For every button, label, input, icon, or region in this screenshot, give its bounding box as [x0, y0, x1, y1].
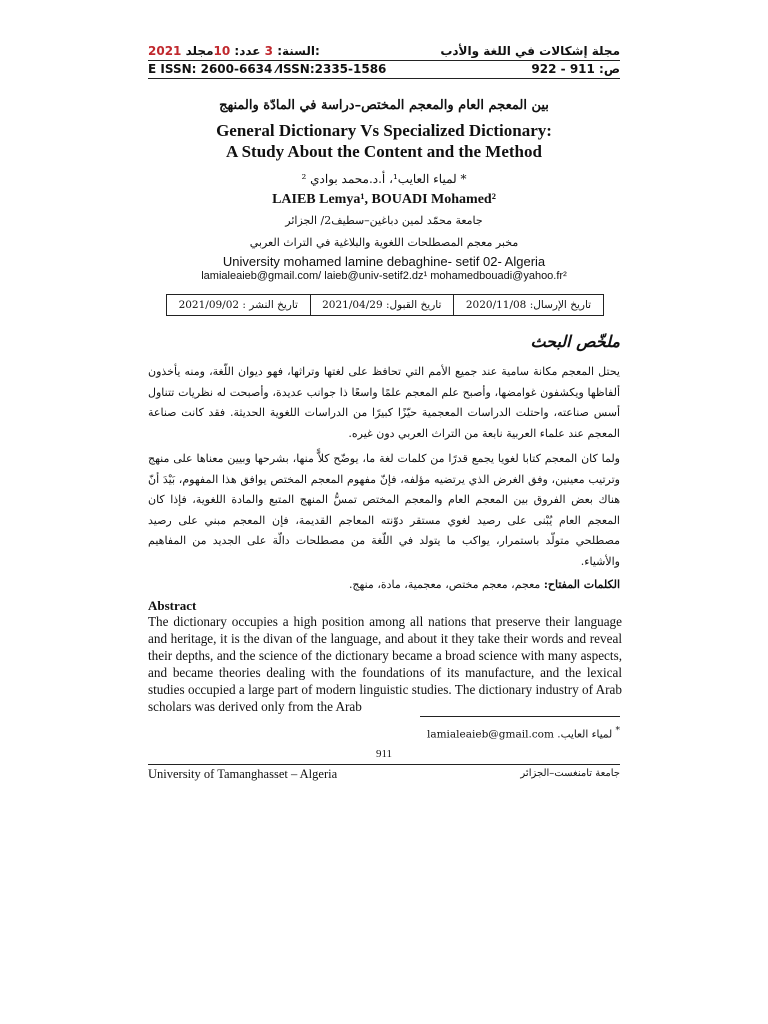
page-range: ص: 911 - 922 — [531, 62, 620, 76]
footnote-divider — [420, 716, 620, 717]
arabic-abstract-paragraph-2: ولما كان المعجم كتابا لغويا يجمع قدرًا من كلمات لغة ما، يوضّح كلاًّ منها، بشرحها وبيين معناها على منهج وترتيب معينين، وفق الغرض الذي يرتضيه مؤلفه، فإنّ مفهوم المعجم المختص يوافق هذا المفهوم، بَيْدَ أنّ هناك بعض الفروق بين المعجم العام والمعجم المختص تمسُّ المنهج المتبع والمادة اللغوية، فإذا كان المعجم العام يُبْنى على رصيد لغوي مستقر دوّنته المعاجم القديمة، فإن المعجم مبني على رصيد مصطلحي متولّد باستمرار، يواكب ما يتولد في اللّغة من مصطلحات دالّة على الجديد من المفاهيم والأشياء. — [148, 452, 620, 568]
english-title — [148, 120, 620, 162]
arabic-keywords — [349, 578, 620, 591]
arabic-abstract-paragraph-1: يحتل المعجم مكانة سامية عند جميع الأمم التي تحافظ على لغتها وتراثها، فهو ديوان اللّغة، ومنه يأخذون ألفاظها ويكشفون غوامضها، وأصبح علم المعجم علمًا واسعًا ذا جوانب عديدة، وأصبحت له نظريات تتناول أسس صناعته، واحتلت الدراسات المعجمية حيّزًا كبيرًا من الدراسات اللغوية الحديثة. فقد كانت صناعة المعجم عند علماء العربية نابعة من التراث العربي دون غيره. — [148, 365, 620, 440]
date-published: تاريخ النشر : 2021/09/02 — [167, 295, 311, 316]
year: 2021 — [148, 44, 182, 58]
arabic-lab: مخبر معجم المصطلحات اللغوية والبلاغية في التراث العربي — [249, 236, 519, 249]
footnote-marker: * — [615, 726, 620, 736]
page-number: 911 — [375, 748, 393, 760]
arabic-abstract-body — [148, 362, 620, 577]
arabic-university: جامعة محمّد لمين دباغين–سطيف2/ الجزائر — [285, 214, 483, 227]
issue: 3 — [264, 44, 274, 58]
english-authors: LAIEB Lemya¹, BOUADI Mohamed² — [272, 192, 496, 207]
english-university: University mohamed lamine debaghine- setif 02- Algeria — [222, 254, 546, 269]
abstract-heading: Abstract — [148, 598, 197, 613]
footer-university-english: University of Tamanghasset – Algeria — [148, 767, 338, 781]
english-title-line2: A Study About the Content and the Method — [226, 142, 542, 161]
arabic-title: بين المعجم العام والمعجم المختص–دراسة في المادّة والمنهج — [219, 98, 549, 113]
journal-volume-info — [148, 44, 320, 58]
footer-university-arabic: جامعة تامنغست–الجزائر — [520, 768, 620, 779]
abstract-body: The dictionary occupies a high position among all nations that preserve their language and heritage, it is the divan of the language, and about it they take their words and reveal their depths, and the science of the dictionary became a broad science with many aspects, and became theories dealing with the foundations of its manufacture, and the lexical studies occupied a large part of modern linguistic studies. The dictionary industry of Arab scholars was derived only from the Arab — [148, 614, 622, 714]
footnote-text: لمياء العايب. lamialeaieb@gmail.com — [426, 728, 616, 741]
english-title-line1: General Dictionary Vs Specialized Dictionary: — [216, 121, 552, 140]
footer-divider — [148, 764, 620, 765]
arabic-abstract-heading: ملخّص البحث — [530, 332, 620, 351]
arabic-keywords-label: الكلمات المفتاح: — [543, 578, 620, 591]
dates-table — [166, 294, 604, 316]
issn: E ISSN: 2600-6634 ⁄ISSN:2335-1586 — [148, 62, 387, 76]
volume-label: مجلد: — [185, 44, 320, 58]
issue-label: عدد: — [230, 44, 265, 58]
header-divider-top — [148, 60, 620, 61]
arabic-authors: * لمياء العايب¹، أ.د.محمد بوادي ² — [301, 172, 467, 186]
date-sent: تاريخ الإرسال: 2020/11/08 — [453, 295, 603, 316]
year-label: السنة: — [181, 44, 316, 58]
header-divider-bottom — [148, 78, 620, 79]
author-emails[interactable]: lamialeaieb@gmail.com/ laieb@univ-setif2.dz¹ mohamedbouadi@yahoo.fr² — [201, 270, 567, 282]
footnote — [427, 726, 620, 741]
journal-name: مجلة إشكالات في اللغة والأدب — [440, 44, 620, 58]
arabic-keywords-list: معجم، معجم مختص، معجمية، مادة، منهج. — [348, 578, 544, 591]
volume: 10 — [213, 44, 231, 58]
date-accepted: تاريخ القبول: 2021/04/29 — [310, 295, 453, 316]
